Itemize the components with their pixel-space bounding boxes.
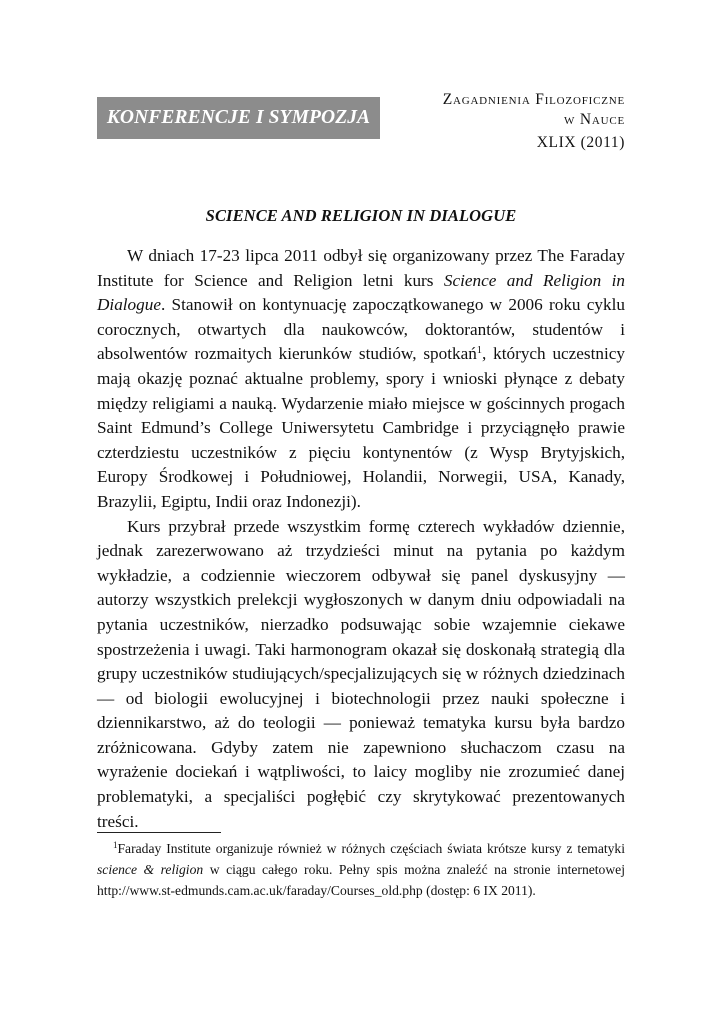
footnote-mark: 1	[113, 840, 118, 850]
journal-name-line2: w Nauce	[564, 111, 625, 128]
course-name: Science and Religion in Dialogue	[97, 270, 625, 315]
journal-header	[443, 90, 625, 153]
journal-volume: XLIX (2011)	[536, 134, 625, 151]
footnote-italic: science & religion	[97, 862, 204, 877]
article-title: SCIENCE AND RELIGION IN DIALOGUE	[205, 206, 517, 225]
paragraph-2: Kurs przybrał przede wszystkim formę czterech wykładów dziennie, jednak zarezerwowano aż trzydzieści minut na pytania po każdym wykładzie, a codziennie wieczorem odbywał się panel dyskusyjny — autorzy wszystkich prelekcji wygłoszonych w danym dniu odpowiadali na pytania uczestników, nierzadko podsuwając sobie wzajemnie ciekawe spostrzeżenia i uwagi. Taki harmonogram okazał się doskonałą strategią dla grupy uczestników studiujących/specjalizujących się w różnych dziedzinach — od biologii ewolucyjnej i biotechnologii przez nauki społeczne i dziennikarstwo, aż do teologii — ponieważ tematyka kursu była bardzo zróżnicowana. Gdyby zatem nie zapewniono słuchaczom czasu na wyrażenie dociekań i wątpliwości, to laicy mogliby nie zrozumieć danej problematyki, a specjaliści pogłębić czy skrytykować prezentowanych treści.	[97, 516, 625, 831]
footnote-text-a: Faraday Institute organizuje również w różnych częściach świata krótsze kursy z tematyki	[117, 841, 625, 856]
footnote-divider	[97, 832, 221, 833]
footnote-reference: 1	[476, 345, 483, 357]
paragraph-1-text-c: , których uczestnicy mają okazję poznać aktualne problemy, spory i wnioski płynące z debaty między religiami a nauką. Wydarzenie miało miejsce w gościnnych progach Saint Edmund’s College Uniwersytetu Cambridge i przyciągnęło prawie czterdziestu uczestników z pięciu kontynentów (z Wysp Brytyjskich, Europy Środkowej i Południowej, Holandii, Norwegii, USA, Kanady, Brazylii, Egiptu, Indii oraz Indonezji).	[97, 344, 625, 511]
article-body	[97, 244, 625, 834]
section-label: KONFERENCJE I SYMPOZJA	[97, 97, 380, 139]
footnote-text-b: w ciągu całego roku. Pełny spis można znaleźć na stronie internetowej http://www.st-edmunds.cam.ac.uk/faraday/Courses_old.php (dostęp: 6 IX 2011).	[97, 862, 625, 898]
paragraph-1	[97, 244, 625, 515]
footnote	[97, 838, 625, 901]
paragraph-1-text-b: . Stanowił on kontynuację zapoczątkowanego w 2006 roku cyklu corocznych, otwartych dla naukowców, doktorantów, studentów i absolwentów rozmaitych kierunków studiów, spotkań	[97, 295, 625, 364]
paragraph-1-text-a: W dniach 17-23 lipca 2011 odbył się organizowany przez The Faraday Institute for Science and Religion letni kurs	[97, 246, 625, 290]
journal-name-line1: Zagadnienia Filozoficzne	[442, 91, 625, 108]
